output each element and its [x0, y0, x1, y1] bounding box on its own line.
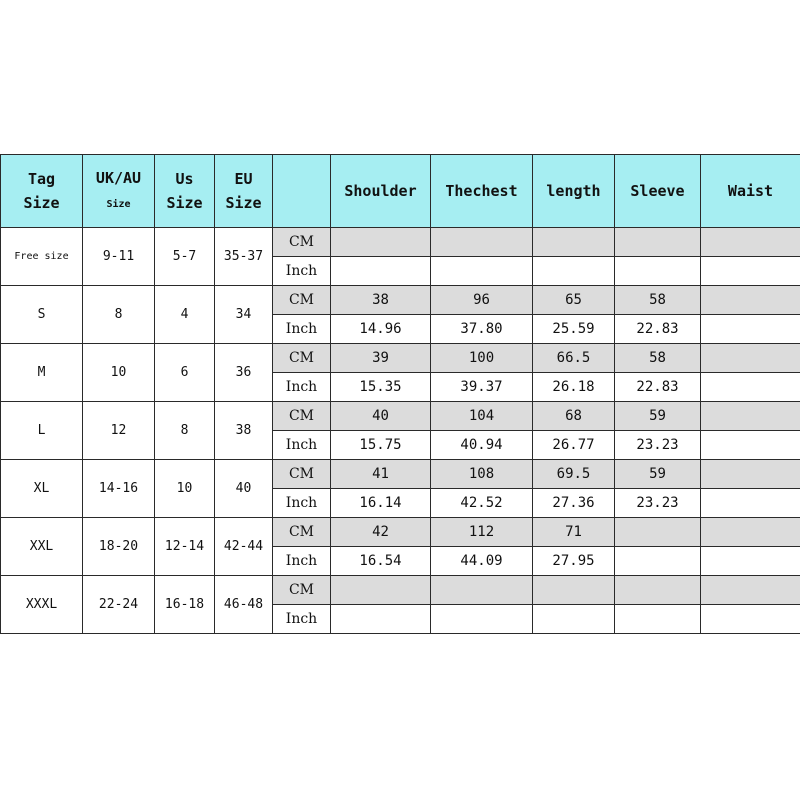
header-shoulder: Shoulder — [331, 155, 431, 228]
table-row-cm — [1, 286, 800, 315]
chest-inch-cell: 42.52 — [431, 489, 533, 518]
chest-inch-cell: 44.09 — [431, 547, 533, 576]
chest-cm-cell — [431, 228, 533, 257]
shoulder-inch-cell — [331, 257, 431, 286]
header-sleeve: Sleeve — [615, 155, 701, 228]
sleeve-cm-cell — [615, 518, 701, 547]
uk-au-size-cell: 9-11 — [83, 228, 155, 286]
waist-inch-cell — [701, 257, 800, 286]
chest-cm-cell: 112 — [431, 518, 533, 547]
shoulder-inch-cell: 16.54 — [331, 547, 431, 576]
sleeve-cm-cell — [615, 228, 701, 257]
sleeve-inch-cell: 22.83 — [615, 373, 701, 402]
unit-cell-inch: Inch — [273, 373, 331, 402]
header-eu-size: EU Size — [215, 155, 273, 228]
eu-size-cell: 46-48 — [215, 576, 273, 634]
chest-cm-cell — [431, 576, 533, 605]
waist-cm-cell — [701, 344, 800, 373]
unit-cell-inch: Inch — [273, 547, 331, 576]
tag-size-cell: L — [1, 402, 83, 460]
chest-inch-cell — [431, 605, 533, 634]
length-inch-cell: 25.59 — [533, 315, 615, 344]
length-inch-cell: 26.18 — [533, 373, 615, 402]
length-inch-cell: 27.36 — [533, 489, 615, 518]
eu-size-cell: 40 — [215, 460, 273, 518]
length-cm-cell: 71 — [533, 518, 615, 547]
shoulder-cm-cell: 41 — [331, 460, 431, 489]
shoulder-inch-cell: 15.75 — [331, 431, 431, 460]
waist-inch-cell — [701, 605, 800, 634]
tag-size-cell: XXL — [1, 518, 83, 576]
tag-size-cell: XL — [1, 460, 83, 518]
uk-au-size-cell: 12 — [83, 402, 155, 460]
table-row-cm — [1, 344, 800, 373]
us-size-cell: 16-18 — [155, 576, 215, 634]
unit-cell-cm: CM — [273, 344, 331, 373]
tag-size-cell: XXXL — [1, 576, 83, 634]
length-inch-cell: 27.95 — [533, 547, 615, 576]
us-size-cell: 8 — [155, 402, 215, 460]
shoulder-inch-cell: 15.35 — [331, 373, 431, 402]
sleeve-cm-cell: 58 — [615, 286, 701, 315]
length-inch-cell: 26.77 — [533, 431, 615, 460]
waist-cm-cell — [701, 402, 800, 431]
waist-cm-cell — [701, 228, 800, 257]
unit-cell-inch: Inch — [273, 489, 331, 518]
length-cm-cell: 69.5 — [533, 460, 615, 489]
sleeve-cm-cell — [615, 576, 701, 605]
unit-cell-inch: Inch — [273, 431, 331, 460]
table-row-cm — [1, 460, 800, 489]
length-cm-cell: 68 — [533, 402, 615, 431]
uk-au-size-cell: 14-16 — [83, 460, 155, 518]
sleeve-cm-cell: 59 — [615, 460, 701, 489]
chest-cm-cell: 108 — [431, 460, 533, 489]
eu-size-cell: 36 — [215, 344, 273, 402]
chest-inch-cell: 40.94 — [431, 431, 533, 460]
sleeve-inch-cell — [615, 257, 701, 286]
unit-cell-inch: Inch — [273, 257, 331, 286]
table-row-cm — [1, 228, 800, 257]
shoulder-cm-cell: 39 — [331, 344, 431, 373]
sleeve-inch-cell — [615, 605, 701, 634]
table-row-cm — [1, 402, 800, 431]
length-inch-cell — [533, 605, 615, 634]
eu-size-cell: 35-37 — [215, 228, 273, 286]
waist-cm-cell — [701, 460, 800, 489]
table-row-cm — [1, 518, 800, 547]
header-chest: Thechest — [431, 155, 533, 228]
chest-inch-cell: 37.80 — [431, 315, 533, 344]
unit-cell-cm: CM — [273, 576, 331, 605]
sleeve-cm-cell: 59 — [615, 402, 701, 431]
sleeve-inch-cell: 23.23 — [615, 489, 701, 518]
uk-au-size-cell: 22-24 — [83, 576, 155, 634]
sleeve-inch-cell — [615, 547, 701, 576]
tag-size-cell: S — [1, 286, 83, 344]
shoulder-cm-cell — [331, 576, 431, 605]
header-length: length — [533, 155, 615, 228]
tag-size-cell: M — [1, 344, 83, 402]
length-cm-cell — [533, 576, 615, 605]
length-cm-cell: 66.5 — [533, 344, 615, 373]
unit-cell-cm: CM — [273, 460, 331, 489]
us-size-cell: 12-14 — [155, 518, 215, 576]
length-cm-cell: 65 — [533, 286, 615, 315]
waist-inch-cell — [701, 315, 800, 344]
sleeve-inch-cell: 23.23 — [615, 431, 701, 460]
header-unit — [273, 155, 331, 228]
shoulder-inch-cell — [331, 605, 431, 634]
us-size-cell: 10 — [155, 460, 215, 518]
shoulder-inch-cell: 16.14 — [331, 489, 431, 518]
eu-size-cell: 38 — [215, 402, 273, 460]
header-us-size: Us Size — [155, 155, 215, 228]
eu-size-cell: 34 — [215, 286, 273, 344]
uk-au-size-cell: 18-20 — [83, 518, 155, 576]
chest-cm-cell: 96 — [431, 286, 533, 315]
chest-cm-cell: 104 — [431, 402, 533, 431]
shoulder-cm-cell: 42 — [331, 518, 431, 547]
waist-inch-cell — [701, 431, 800, 460]
eu-size-cell: 42-44 — [215, 518, 273, 576]
us-size-cell: 4 — [155, 286, 215, 344]
waist-inch-cell — [701, 373, 800, 402]
header-row — [1, 155, 800, 228]
shoulder-cm-cell: 40 — [331, 402, 431, 431]
tag-size-cell: Free size — [1, 228, 83, 286]
header-uk-au-size: UK/AU Size — [83, 155, 155, 228]
length-cm-cell — [533, 228, 615, 257]
shoulder-cm-cell: 38 — [331, 286, 431, 315]
us-size-cell: 5-7 — [155, 228, 215, 286]
waist-cm-cell — [701, 576, 800, 605]
unit-cell-inch: Inch — [273, 315, 331, 344]
header-tag-size: Tag Size — [1, 155, 83, 228]
waist-inch-cell — [701, 489, 800, 518]
waist-inch-cell — [701, 547, 800, 576]
chest-inch-cell: 39.37 — [431, 373, 533, 402]
waist-cm-cell — [701, 518, 800, 547]
unit-cell-cm: CM — [273, 402, 331, 431]
unit-cell-inch: Inch — [273, 605, 331, 634]
unit-cell-cm: CM — [273, 228, 331, 257]
table-row-cm — [1, 576, 800, 605]
shoulder-cm-cell — [331, 228, 431, 257]
shoulder-inch-cell: 14.96 — [331, 315, 431, 344]
size-chart-table — [0, 154, 800, 634]
chest-cm-cell: 100 — [431, 344, 533, 373]
us-size-cell: 6 — [155, 344, 215, 402]
uk-au-size-cell: 8 — [83, 286, 155, 344]
sleeve-cm-cell: 58 — [615, 344, 701, 373]
unit-cell-cm: CM — [273, 518, 331, 547]
waist-cm-cell — [701, 286, 800, 315]
unit-cell-cm: CM — [273, 286, 331, 315]
length-inch-cell — [533, 257, 615, 286]
header-waist: Waist — [701, 155, 800, 228]
uk-au-size-cell: 10 — [83, 344, 155, 402]
sleeve-inch-cell: 22.83 — [615, 315, 701, 344]
chest-inch-cell — [431, 257, 533, 286]
